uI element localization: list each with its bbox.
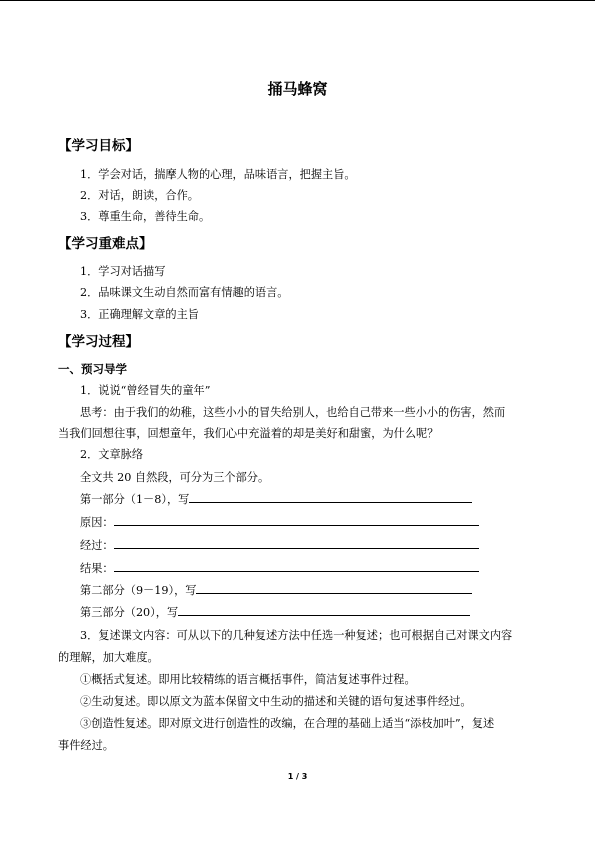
process-item-3-line1: 3．复述课文内容：可从以下的几种复述方法中任选一种复述；也可根据自己对课文内容 [80,629,513,642]
cause-row [80,514,479,530]
part3-label: 第三部分（20），写 [80,606,179,619]
result-row [80,560,479,576]
subheading-preview: 一、预习导学 [58,362,127,376]
part3-blank[interactable] [178,604,470,616]
process-item-2: 2．文章脉络 [80,448,144,461]
process-blank[interactable] [114,537,479,549]
process-item-1: 1．说说“曾经冒失的童年” [80,384,211,397]
part2-blank[interactable] [196,582,472,594]
section-heading-process: 【学习过程】 [58,334,139,350]
part1-label: 第一部分（1－8），写 [80,493,190,506]
process-label: 经过： [80,539,114,552]
think-line-1: 思考：由于我们的幼稚，这些小小的冒失给别人，也给自己带来一些小小的伤害，然而 [80,406,506,419]
goal-item: 3．尊重生命，善待生命。 [80,210,211,223]
section-heading-goals: 【学习目标】 [58,138,139,154]
part1-row [80,491,472,507]
result-blank[interactable] [114,560,479,572]
method-1: ①概括式复述。即用比较精练的语言概括事件，简洁复述事件过程。 [80,673,416,686]
part2-label: 第二部分（9－19），写 [80,584,197,597]
cause-label: 原因： [80,516,114,529]
process-row [80,537,479,553]
process-item-3-line2: 的理解，加大难度。 [58,651,159,664]
method-3-line1: ③创造性复述。即对原文进行创造性的改编，在合理的基础上适当“添枝加叶”，复述 [80,717,495,730]
part1-blank[interactable] [189,491,472,503]
section-heading-key-points: 【学习重难点】 [58,236,153,252]
page-title: 捅马蜂窝 [267,80,328,98]
cause-blank[interactable] [114,514,479,526]
goal-item: 2．对话，朗读，合作。 [80,189,199,202]
method-3-line2: 事件经过。 [58,739,114,752]
result-label: 结果： [80,562,114,575]
think-line-2: 当我们回想往事，回想童年，我们心中充溢着的却是美好和甜蜜，为什么呢？ [58,427,439,440]
key-point-item: 1．学习对话描写 [80,265,166,278]
page-number: 1 / 3 [287,772,308,781]
header-rule [0,0,595,1]
key-point-item: 3．正确理解文章的主旨 [80,308,199,321]
method-2: ②生动复述。即以原文为蓝本保留文中生动的描述和关键的语句复述事件经过。 [80,695,472,708]
goal-item: 1．学会对话，揣摩人物的心理，品味语言，把握主旨。 [80,168,356,181]
part2-row [80,582,472,598]
part3-row [80,604,470,620]
overview-text: 全文共 20 自然段，可分为三个部分。 [80,471,270,484]
key-point-item: 2．品味课文生动自然而富有情趣的语言。 [80,286,289,299]
